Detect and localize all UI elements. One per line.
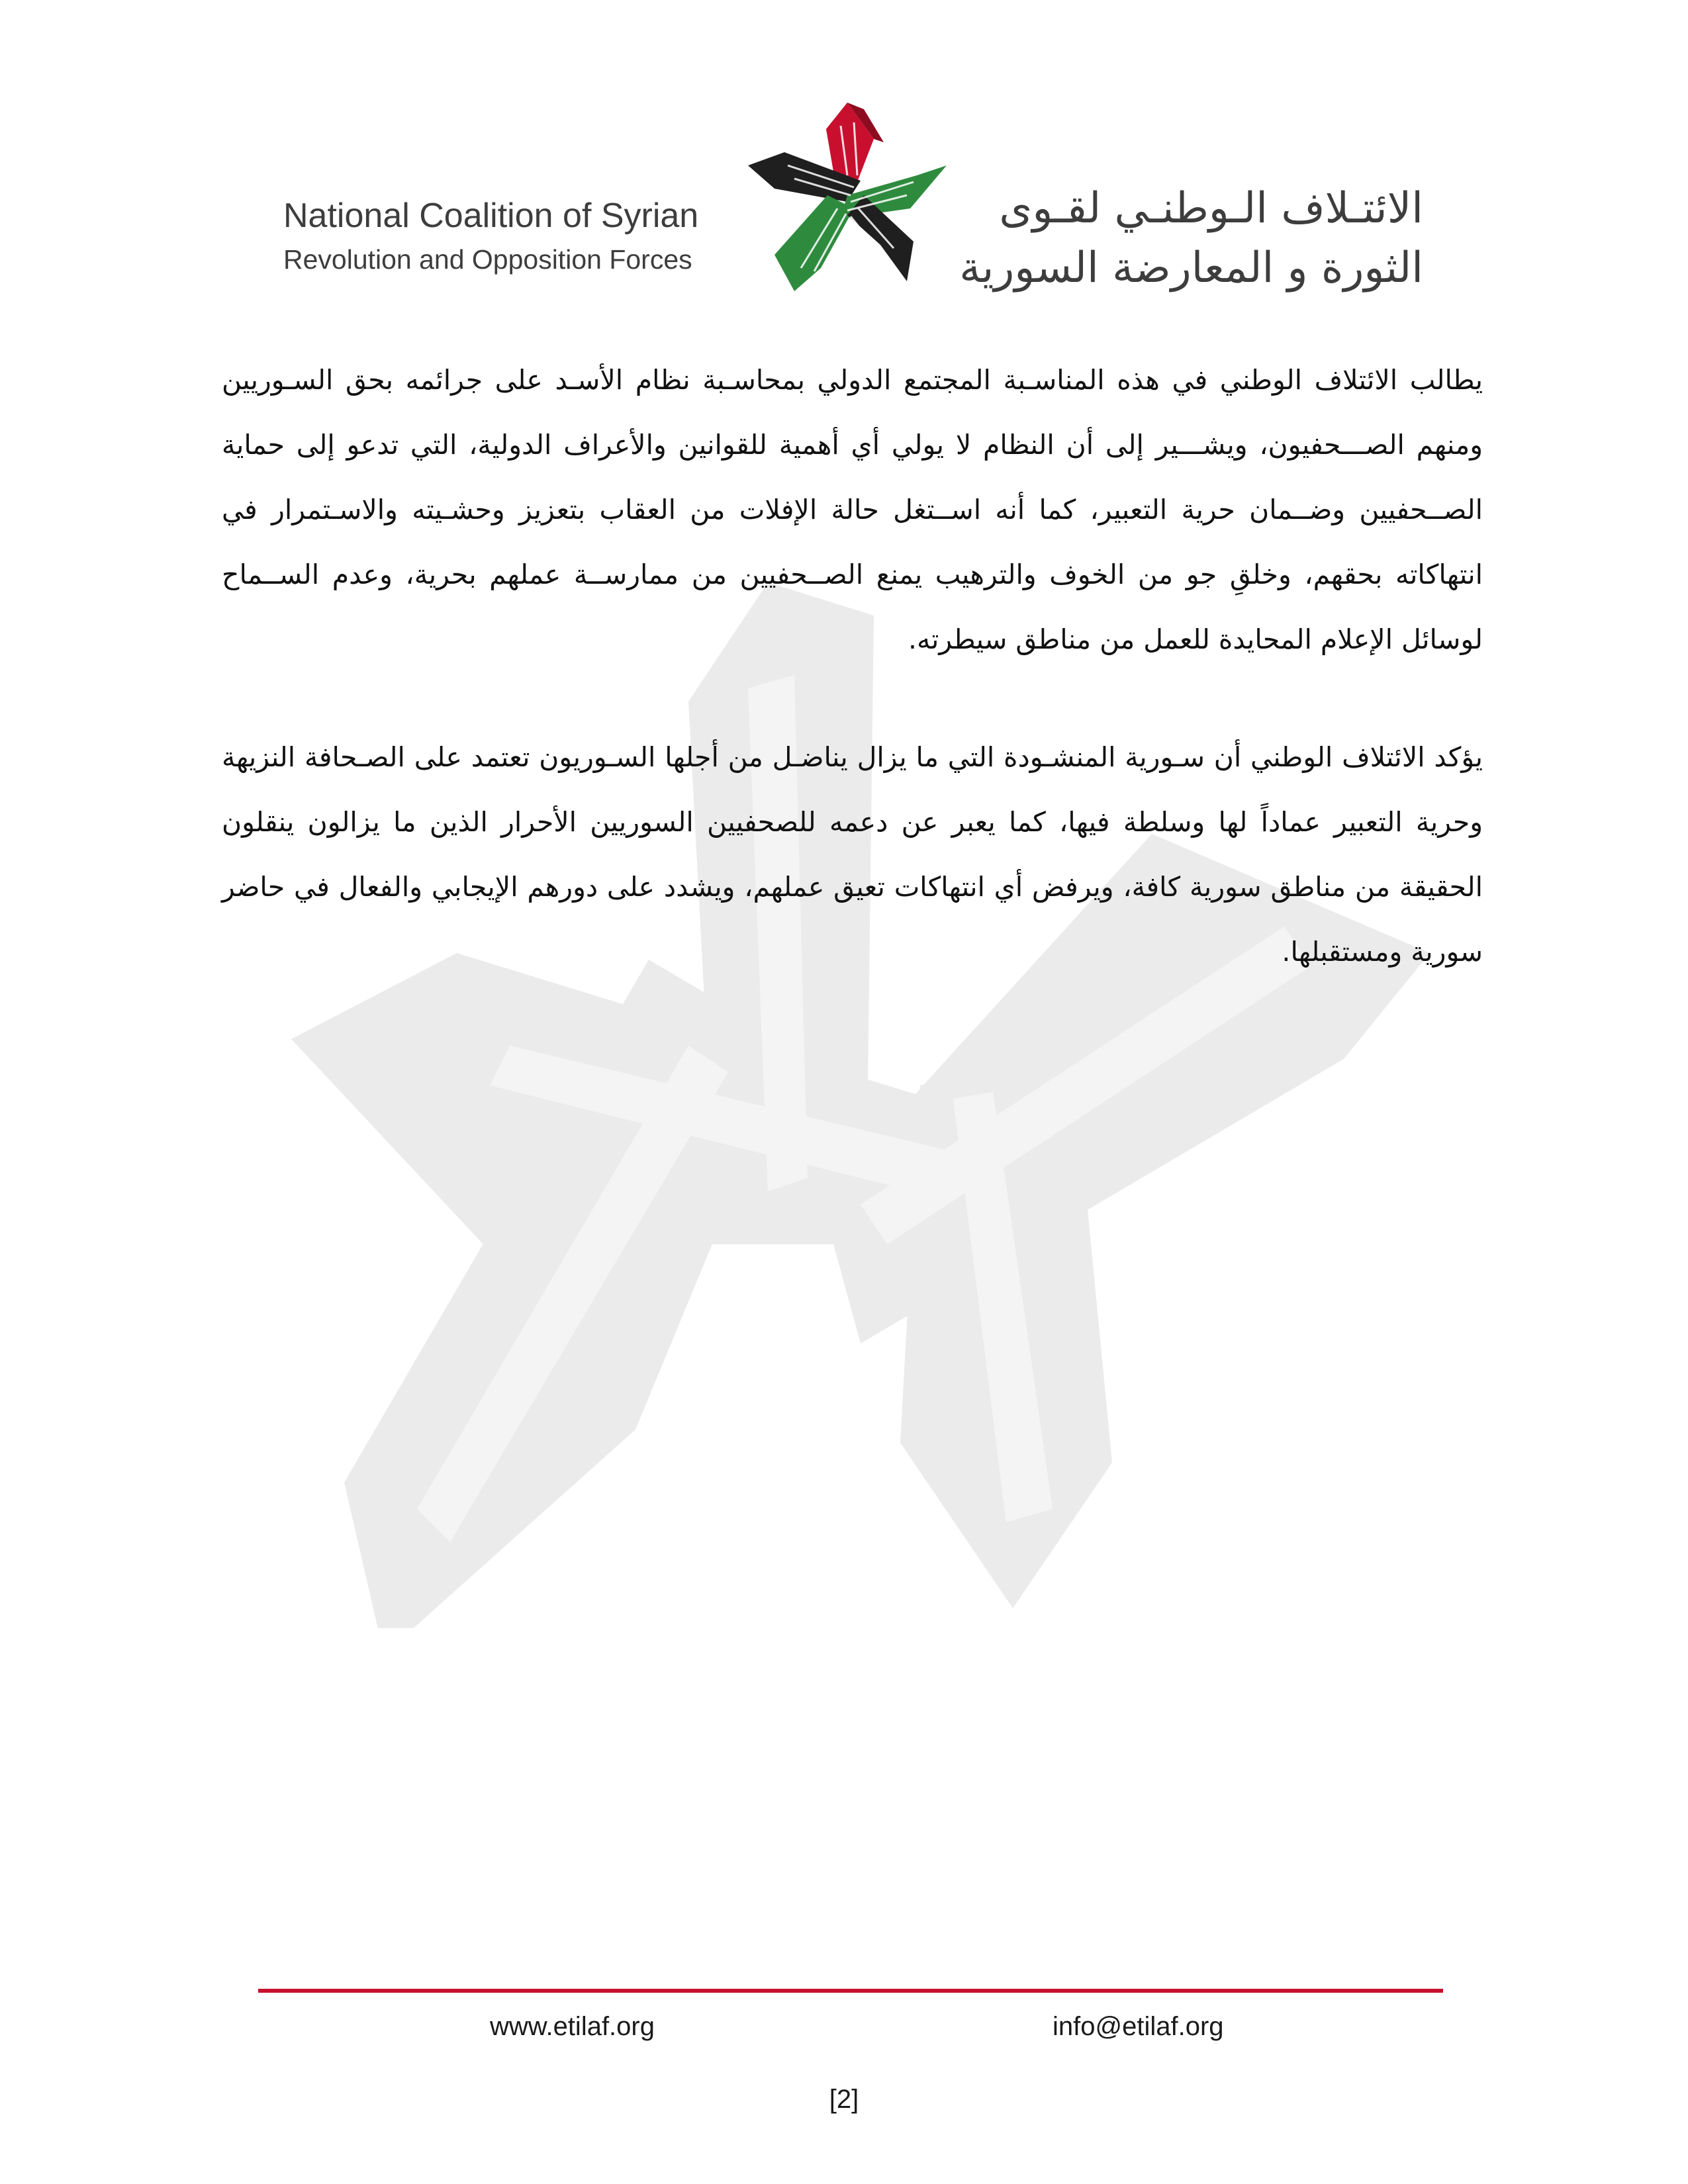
org-name-arabic (940, 179, 1423, 298)
page-number: [2] (829, 2085, 859, 2114)
body-paragraph-1: يطالب الائتلاف الوطني في هذه المناسـبة المجتمع الدولي بمحاسـبة نظام الأسـد على جرائمه بحق السـوريين ومنهم الصـــحفيون، ويشـــير إلى أن النظام لا يولي أي أهمية للقوانين والأعراف الدولية، التي تدعو إلى حماية الصــحفيين وضــمان حرية التعبير، كما أنه اســتغل حالة الإفلات من العقاب بتعزيز وحشـيته والاسـتمرار في انتهاكاته بحقهم، وخلقِ جو من الخوف والترهيب يمنع الصــحفيين من ممارســة عملهم بحرية، وعدم الســماح لوسائل الإعلام المحايدة للعمل من مناطق سيطرته. (222, 364, 1483, 655)
org-name-ar-line2: الثورة و المعارضة السورية (959, 244, 1423, 293)
org-name-en-line1: National Coalition of Syrian (283, 197, 699, 235)
footer-website-link[interactable]: www.etilaf.org (490, 2012, 655, 2041)
document-body (222, 347, 1483, 1037)
footer-email-link[interactable]: info@etilaf.org (1053, 2012, 1224, 2041)
org-name-en-line2: Revolution and Opposition Forces (283, 244, 692, 275)
org-name-ar-line1: الائتـلاف الـوطنـي لقـوى (999, 184, 1423, 233)
body-paragraph-2: يؤكد الائتلاف الوطني أن سـورية المنشـودة التي ما يزال يناضـل من أجلها السـوريون تعتمد على الصـحافة النزيهة وحرية التعبير عماداً لها وسلطة فيها، كما يعبر عن دعمه للصحفيين السوريين الأحرار الذين ما يزالون ينقلون الحقيقة من مناطق سورية كافة، ويرفض أي انتهاكات تعيق عملهم، ويشدد على دورهم الإيجابي والفعال في حاضر سورية ومستقبلها. (222, 741, 1483, 968)
coalition-star-logo-icon (748, 103, 947, 295)
org-name-english (283, 192, 747, 279)
letterhead (0, 0, 1688, 304)
footer-divider (258, 1989, 1443, 1993)
